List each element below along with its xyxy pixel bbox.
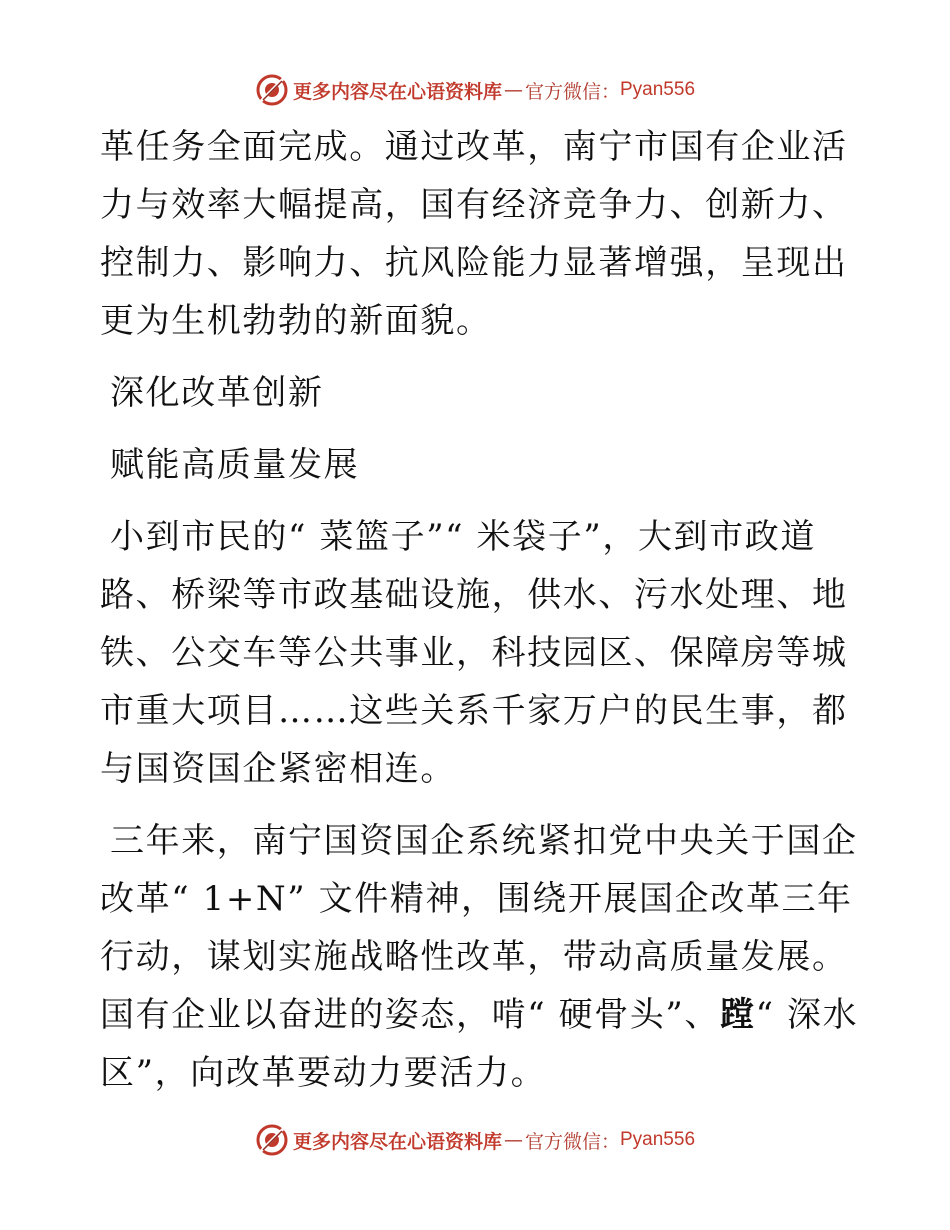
paragraph-3	[100, 812, 860, 1102]
watermark-separator: —	[503, 1129, 523, 1151]
section-heading-1: 深化改革创新	[110, 373, 324, 413]
paragraph-3-bold-char: 蹚	[719, 995, 756, 1035]
document-body	[100, 118, 860, 1102]
watermark-main-text: 更多内容尽在心语资料库	[292, 1130, 502, 1153]
footer-watermark	[0, 1120, 950, 1160]
paragraph-3-text-b: “ 深水区”，向改革要动力要活力。	[100, 995, 859, 1093]
watermark-contact-id: Pyan556	[620, 1129, 696, 1150]
watermark-contact-label: 官方微信：	[524, 80, 620, 103]
watermark-logo-icon	[255, 1123, 289, 1157]
watermark-contact-label: 官方微信：	[524, 1130, 620, 1153]
header-watermark	[0, 70, 950, 110]
watermark-contact-id: Pyan556	[620, 79, 696, 100]
watermark-main-text: 更多内容尽在心语资料库	[292, 80, 502, 103]
watermark-logo-icon	[255, 73, 289, 107]
paragraph-2: 小到市民的“ 菜篮子”“ 米袋子”，大到市政道路、桥梁等市政基础设施，供水、污水处理、地铁、公交车等公共事业，科技园区、保障房等城市重大项目……这些关系千家万户的民生事，都与国资国企紧密相连。	[100, 517, 848, 789]
section-heading-2: 赋能高质量发展	[110, 445, 360, 485]
watermark-separator: —	[503, 79, 523, 101]
paragraph-3-text-a: 三年来，南宁国资国企系统紧扣党中央关于国企改革“ 1+N” 文件精神，围绕开展国企改革三年行动，谋划实施战略性改革，带动高质量发展。国有企业以奋进的姿态，啃“ 硬骨头”、	[100, 821, 858, 1035]
paragraph-1: 革任务全面完成。通过改革，南宁市国有企业活力与效率大幅提高，国有经济竞争力、创新力、控制力、影响力、抗风险能力显著增强，呈现出更为生机勃勃的新面貌。	[100, 127, 848, 341]
